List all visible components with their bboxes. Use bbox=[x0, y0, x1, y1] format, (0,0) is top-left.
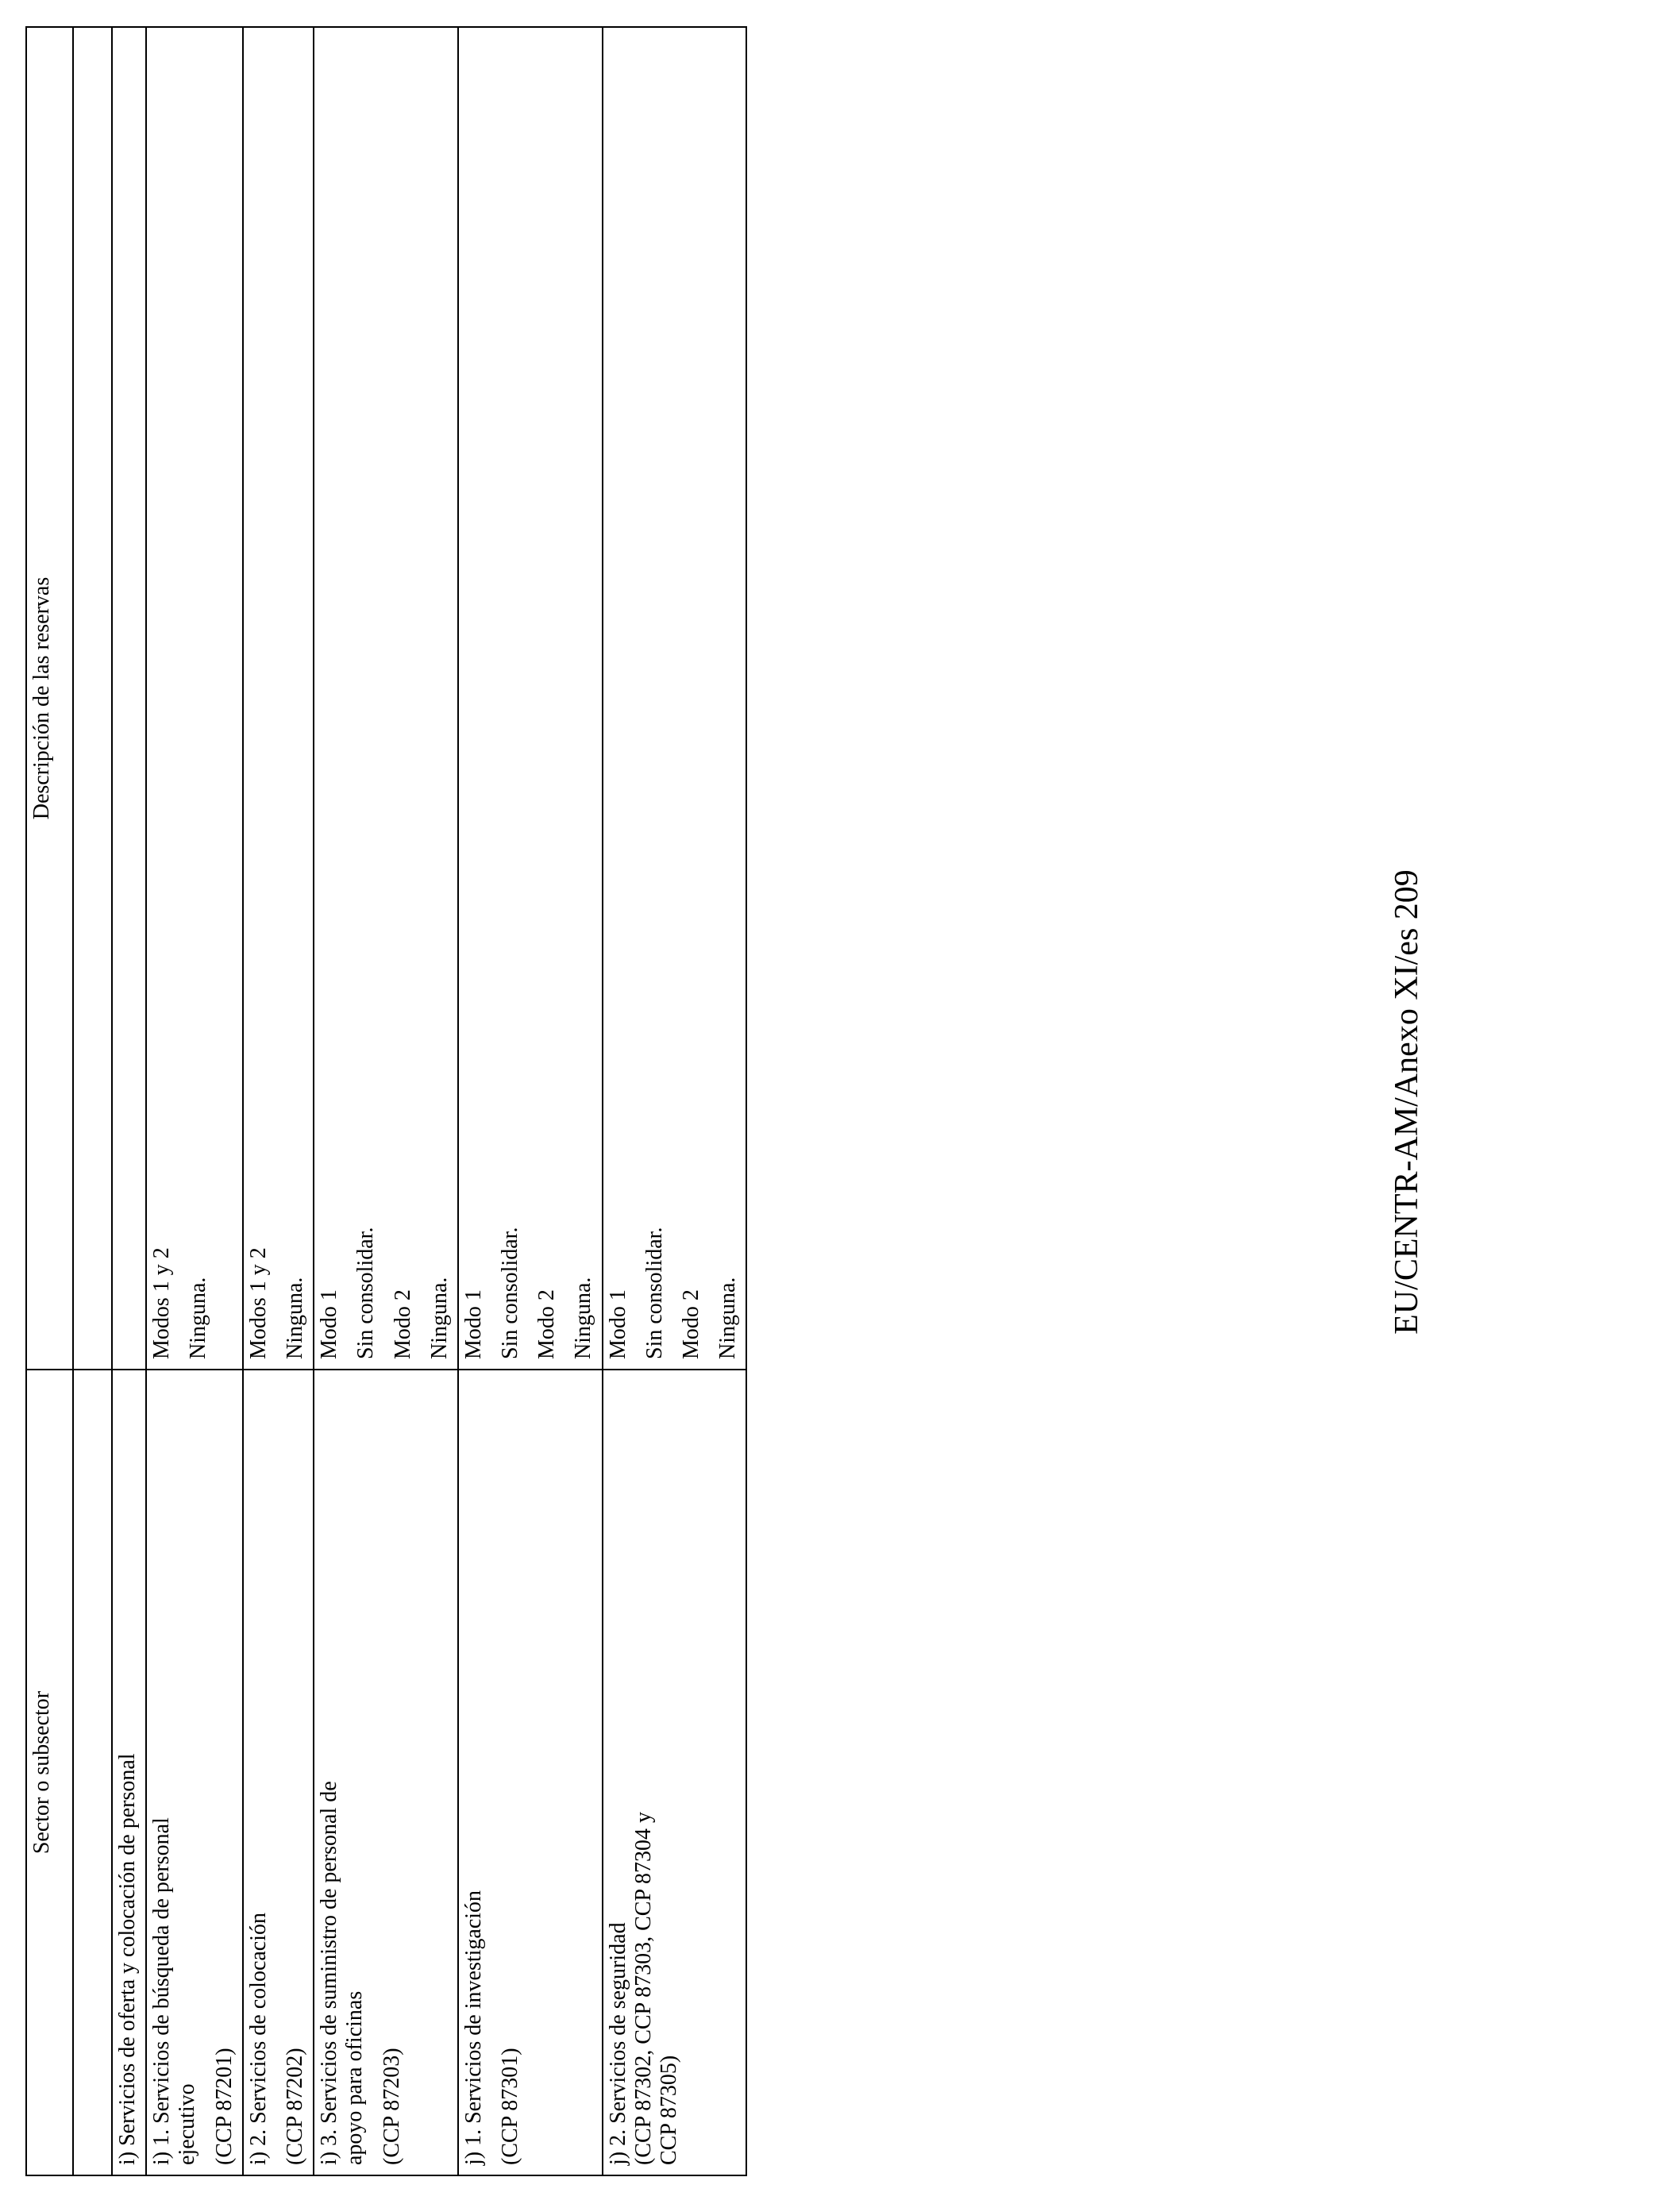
sector-cell bbox=[458, 1370, 603, 2175]
table-row bbox=[314, 27, 458, 2175]
group-title-row bbox=[112, 27, 146, 2175]
header-description: Descripción de las reservas bbox=[26, 27, 73, 1370]
table-row bbox=[458, 27, 603, 2175]
description-line: Sin consolidar. bbox=[642, 1227, 667, 1359]
sector-cell bbox=[314, 1370, 458, 2175]
reservations-table-container bbox=[25, 28, 747, 2176]
description-line: Modo 2 bbox=[679, 1289, 703, 1359]
table-row bbox=[243, 27, 314, 2175]
description-line: Modo 1 bbox=[317, 1289, 342, 1359]
description-line: Modo 2 bbox=[390, 1289, 415, 1359]
description-cell bbox=[458, 27, 603, 1370]
description-line: Ninguna. bbox=[426, 1277, 452, 1359]
description-line: Modos 1 y 2 bbox=[245, 1247, 271, 1359]
description-cell bbox=[243, 27, 314, 1370]
page-footer: EU/CENTR-AM/Anexo XI/es 209 bbox=[1389, 869, 1425, 1335]
group-title-description-empty bbox=[112, 27, 146, 1370]
sector-line: j) 2. Servicios de seguridad bbox=[605, 1922, 630, 2165]
sector-line: CCP 87305) bbox=[657, 2055, 681, 2165]
table-row bbox=[146, 27, 243, 2175]
table-row bbox=[603, 27, 747, 2175]
sector-cell bbox=[603, 1370, 747, 2175]
sector-code: (CCP 87301) bbox=[498, 2048, 523, 2165]
sector-line: apoyo para oficinas bbox=[342, 1990, 368, 2165]
sector-line: j) 1. Servicios de investigación bbox=[460, 1890, 486, 2165]
description-cell bbox=[314, 27, 458, 1370]
sector-code: (CCP 87202) bbox=[282, 2048, 307, 2165]
description-line: Modos 1 y 2 bbox=[149, 1247, 175, 1359]
spacer-cell-sector bbox=[73, 1370, 112, 2175]
description-line: Modo 1 bbox=[605, 1289, 630, 1359]
description-cell bbox=[603, 27, 747, 1370]
description-line: Ninguna. bbox=[571, 1277, 596, 1359]
description-line: Sin consolidar. bbox=[353, 1227, 379, 1359]
reservations-table bbox=[25, 26, 747, 2176]
table-header-row bbox=[26, 27, 73, 2175]
header-spacer-row bbox=[73, 27, 112, 2175]
description-line: Ninguna. bbox=[715, 1277, 741, 1359]
group-title: i) Servicios de oferta y colocación de personal bbox=[112, 1370, 146, 2175]
description-line: Ninguna. bbox=[186, 1277, 211, 1359]
sector-cell bbox=[146, 1370, 243, 2175]
sector-cell bbox=[243, 1370, 314, 2175]
description-line: Ninguna. bbox=[282, 1277, 307, 1359]
spacer-cell-description bbox=[73, 27, 112, 1370]
description-line: Modo 2 bbox=[534, 1289, 560, 1359]
sector-code: (CCP 87203) bbox=[379, 2048, 404, 2165]
sector-line: (CCP 87302, CCP 87303, CCP 87304 y bbox=[630, 1812, 656, 2165]
sector-line: ejecutivo bbox=[175, 2083, 200, 2165]
sector-code: (CCP 87201) bbox=[211, 2048, 237, 2165]
sector-line: i) 3. Servicios de suministro de personal de bbox=[317, 1781, 342, 2165]
sector-line: i) 1. Servicios de búsqueda de personal bbox=[149, 1817, 175, 2165]
description-cell bbox=[146, 27, 243, 1370]
description-line: Modo 1 bbox=[460, 1289, 486, 1359]
description-line: Sin consolidar. bbox=[498, 1227, 523, 1359]
header-sector: Sector o subsector bbox=[26, 1370, 73, 2175]
sector-line: i) 2. Servicios de colocación bbox=[245, 1912, 271, 2165]
